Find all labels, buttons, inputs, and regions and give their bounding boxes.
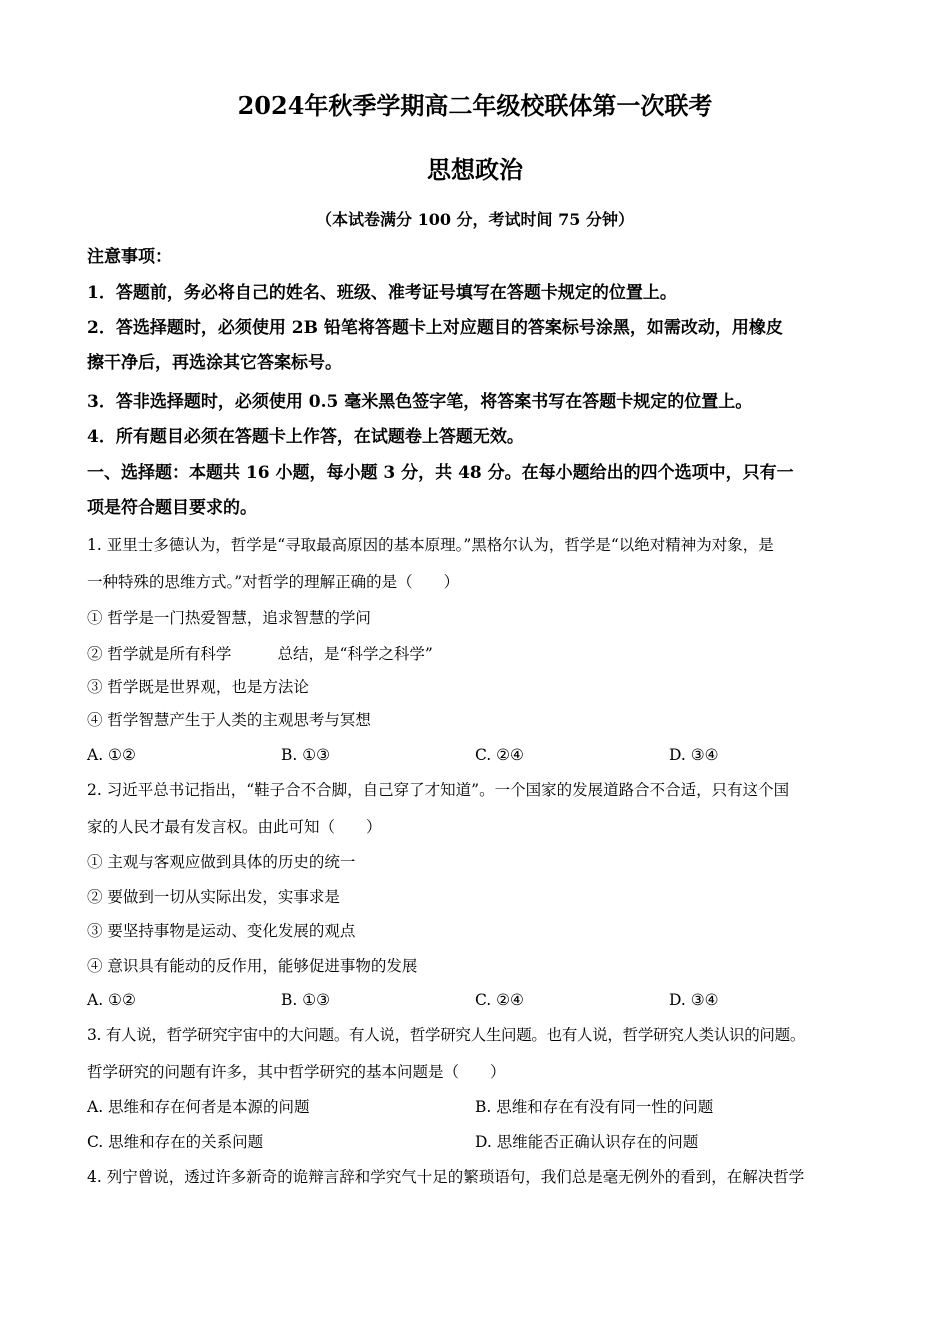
- notice-item-4: 4．所有题目必须在答题卡上作答，在试题卷上答题无效。: [87, 427, 524, 447]
- q2-statement-1: ① 主观与客观应做到具体的历史的统一: [87, 853, 356, 871]
- q2-option-a: A. ①②: [87, 991, 136, 1009]
- q1-stem-line-2: 一种特殊的思维方式。”对哲学的理解正确的是（ ）: [87, 573, 460, 591]
- q1-statement-3: ③ 哲学既是世界观，也是方法论: [87, 678, 309, 696]
- q1-option-a: A. ①②: [87, 746, 136, 764]
- section-heading-line-1: 一、选择题：本题共 16 小题，每小题 3 分，共 48 分。在每小题给出的四个选项中，只有一: [87, 463, 794, 483]
- q1-stem-line-1: 1. 亚里士多德认为，哲学是“寻取最高原因的基本原理。”黑格尔认为，哲学是“以绝对精神为对象，是: [87, 536, 774, 554]
- q2-statement-4: ④ 意识具有能动的反作用，能够促进事物的发展: [87, 957, 418, 975]
- q1-option-c: C. ②④: [475, 746, 524, 764]
- q2-option-b: B. ①③: [281, 991, 331, 1009]
- q2-option-d: D. ③④: [669, 991, 719, 1009]
- q3-option-a: A. 思维和存在何者是本源的问题: [87, 1098, 310, 1116]
- q1-option-d: D. ③④: [669, 746, 719, 764]
- q1-option-b: B. ①③: [281, 746, 331, 764]
- section-heading-line-2: 项是符合题目要求的。: [87, 498, 257, 518]
- subject-title: 思想政治: [427, 155, 523, 184]
- notice-item-1: 1．答题前，务必将自己的姓名、班级、准考证号填写在答题卡规定的位置上。: [87, 283, 677, 303]
- exam-info: （本试卷满分 100 分，考试时间 75 分钟）: [316, 210, 634, 229]
- q3-option-c: C. 思维和存在的关系问题: [87, 1133, 264, 1151]
- q2-stem-line-1: 2. 习近平总书记指出，“鞋子合不合脚，自己穿了才知道”。一个国家的发展道路合不合适，只有这个国: [87, 781, 790, 799]
- notice-heading: 注意事项：: [87, 247, 172, 267]
- q1-statement-2: [87, 643, 433, 665]
- q2-option-c: C. ②④: [475, 991, 524, 1009]
- q1-statement-2-part-a: ② 哲学就是所有科学: [87, 645, 232, 663]
- q3-stem-line-1: 3. 有人说，哲学研究宇宙中的大问题。有人说，哲学研究人生问题。也有人说，哲学研究人类认识的问题。: [87, 1026, 806, 1044]
- q3-option-b: B. 思维和存在有没有同一性的问题: [475, 1098, 714, 1116]
- notice-item-3: 3．答非选择题时，必须使用 0.5 毫米黑色签字笔，将答案书写在答题卡规定的位置上。: [87, 392, 753, 412]
- q3-option-d: D. 思维能否正确认识存在的问题: [475, 1133, 699, 1151]
- q2-statement-2: ② 要做到一切从实际出发，实事求是: [87, 888, 340, 906]
- q2-stem-line-2: 家的人民才最有发言权。由此可知（ ）: [87, 818, 382, 836]
- q1-statement-1: ① 哲学是一门热爱智慧，追求智慧的学问: [87, 609, 371, 627]
- notice-item-2-line-2: 擦干净后，再选涂其它答案标号。: [87, 353, 342, 373]
- q1-statement-2-part-b: 总结，是“科学之科学”: [277, 645, 433, 663]
- q3-stem-line-2: 哲学研究的问题有许多，其中哲学研究的基本问题是（ ）: [87, 1063, 506, 1081]
- exam-title: 2024年秋季学期高二年级校联体第一次联考: [237, 91, 713, 120]
- q2-statement-3: ③ 要坚持事物是运动、变化发展的观点: [87, 922, 356, 940]
- q1-statement-4: ④ 哲学智慧产生于人类的主观思考与冥想: [87, 711, 371, 729]
- q4-stem-line-1: 4. 列宁曾说，透过许多新奇的诡辩言辞和学究气十足的繁琐语句，我们总是毫无例外的看到，在解决哲学: [87, 1168, 805, 1186]
- notice-item-2-line-1: 2．答选择题时，必须使用 2B 铅笔将答题卡上对应题目的答案标号涂黑，如需改动，用橡皮: [87, 318, 783, 338]
